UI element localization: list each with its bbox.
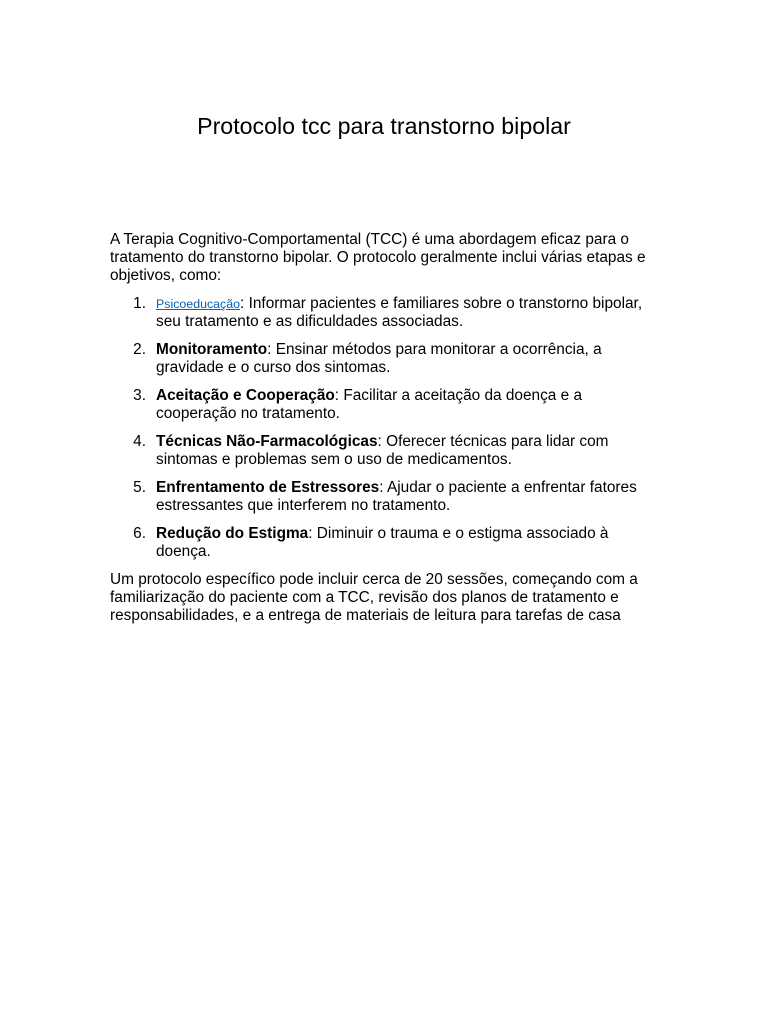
step-description: : Ensinar métodos para monitorar a ocorrência, a gravidade e o curso dos sintomas. bbox=[156, 341, 602, 376]
step-number: 6. bbox=[133, 525, 146, 542]
step-number: 5. bbox=[133, 479, 146, 496]
step-text bbox=[156, 295, 642, 330]
step-description: : Facilitar a aceitação da doença e a cooperação no tratamento. bbox=[156, 387, 583, 422]
step-text bbox=[156, 341, 602, 376]
step-item bbox=[110, 387, 658, 423]
step-item bbox=[110, 525, 658, 561]
step-item bbox=[110, 479, 658, 515]
steps-list bbox=[110, 295, 658, 561]
closing-paragraph: Um protocolo específico pode incluir cerca de 20 sessões, começando com a familiarização do paciente com a TCC, revisão dos planos de tratamento e responsabilidades, e a entrega de materiais de leitura para tarefas de casa bbox=[110, 571, 638, 624]
step-description: : Diminuir o trauma e o estigma associado à doença. bbox=[156, 525, 609, 560]
step-description: : Oferecer técnicas para lidar com sintomas e problemas sem o uso de medicamentos. bbox=[156, 433, 609, 468]
step-number: 1. bbox=[133, 295, 146, 312]
step-number: 3. bbox=[133, 387, 146, 404]
step-term: Aceitação e Cooperação bbox=[156, 387, 335, 404]
intro-paragraph: A Terapia Cognitivo-Comportamental (TCC) é uma abordagem eficaz para o tratamento do transtorno bipolar. O protocolo geralmente inclui várias etapas e objetivos, como: bbox=[110, 231, 646, 284]
step-text bbox=[156, 525, 609, 560]
document-title: Protocolo tcc para transtorno bipolar bbox=[197, 113, 571, 139]
step-text bbox=[156, 387, 582, 422]
step-item bbox=[110, 433, 658, 469]
step-term: Redução do Estigma bbox=[156, 525, 309, 542]
step-term: Monitoramento bbox=[156, 341, 268, 358]
step-item bbox=[110, 295, 658, 331]
document-body bbox=[110, 231, 658, 625]
psicoeducacao-link[interactable]: Psicoeducação bbox=[156, 297, 241, 311]
step-number: 4. bbox=[133, 433, 146, 450]
step-term: Técnicas Não-Farmacológicas bbox=[156, 433, 378, 450]
step-item bbox=[110, 341, 658, 377]
step-number: 2. bbox=[133, 341, 146, 358]
step-term: Enfrentamento de Estressores bbox=[156, 479, 380, 496]
step-description: : Informar pacientes e familiares sobre o transtorno bipolar, seu tratamento e as dificuldades associadas. bbox=[156, 295, 643, 330]
step-text bbox=[156, 433, 609, 468]
step-text bbox=[156, 479, 637, 514]
step-description: : Ajudar o paciente a enfrentar fatores estressantes que interferem no tratamento. bbox=[156, 479, 637, 514]
